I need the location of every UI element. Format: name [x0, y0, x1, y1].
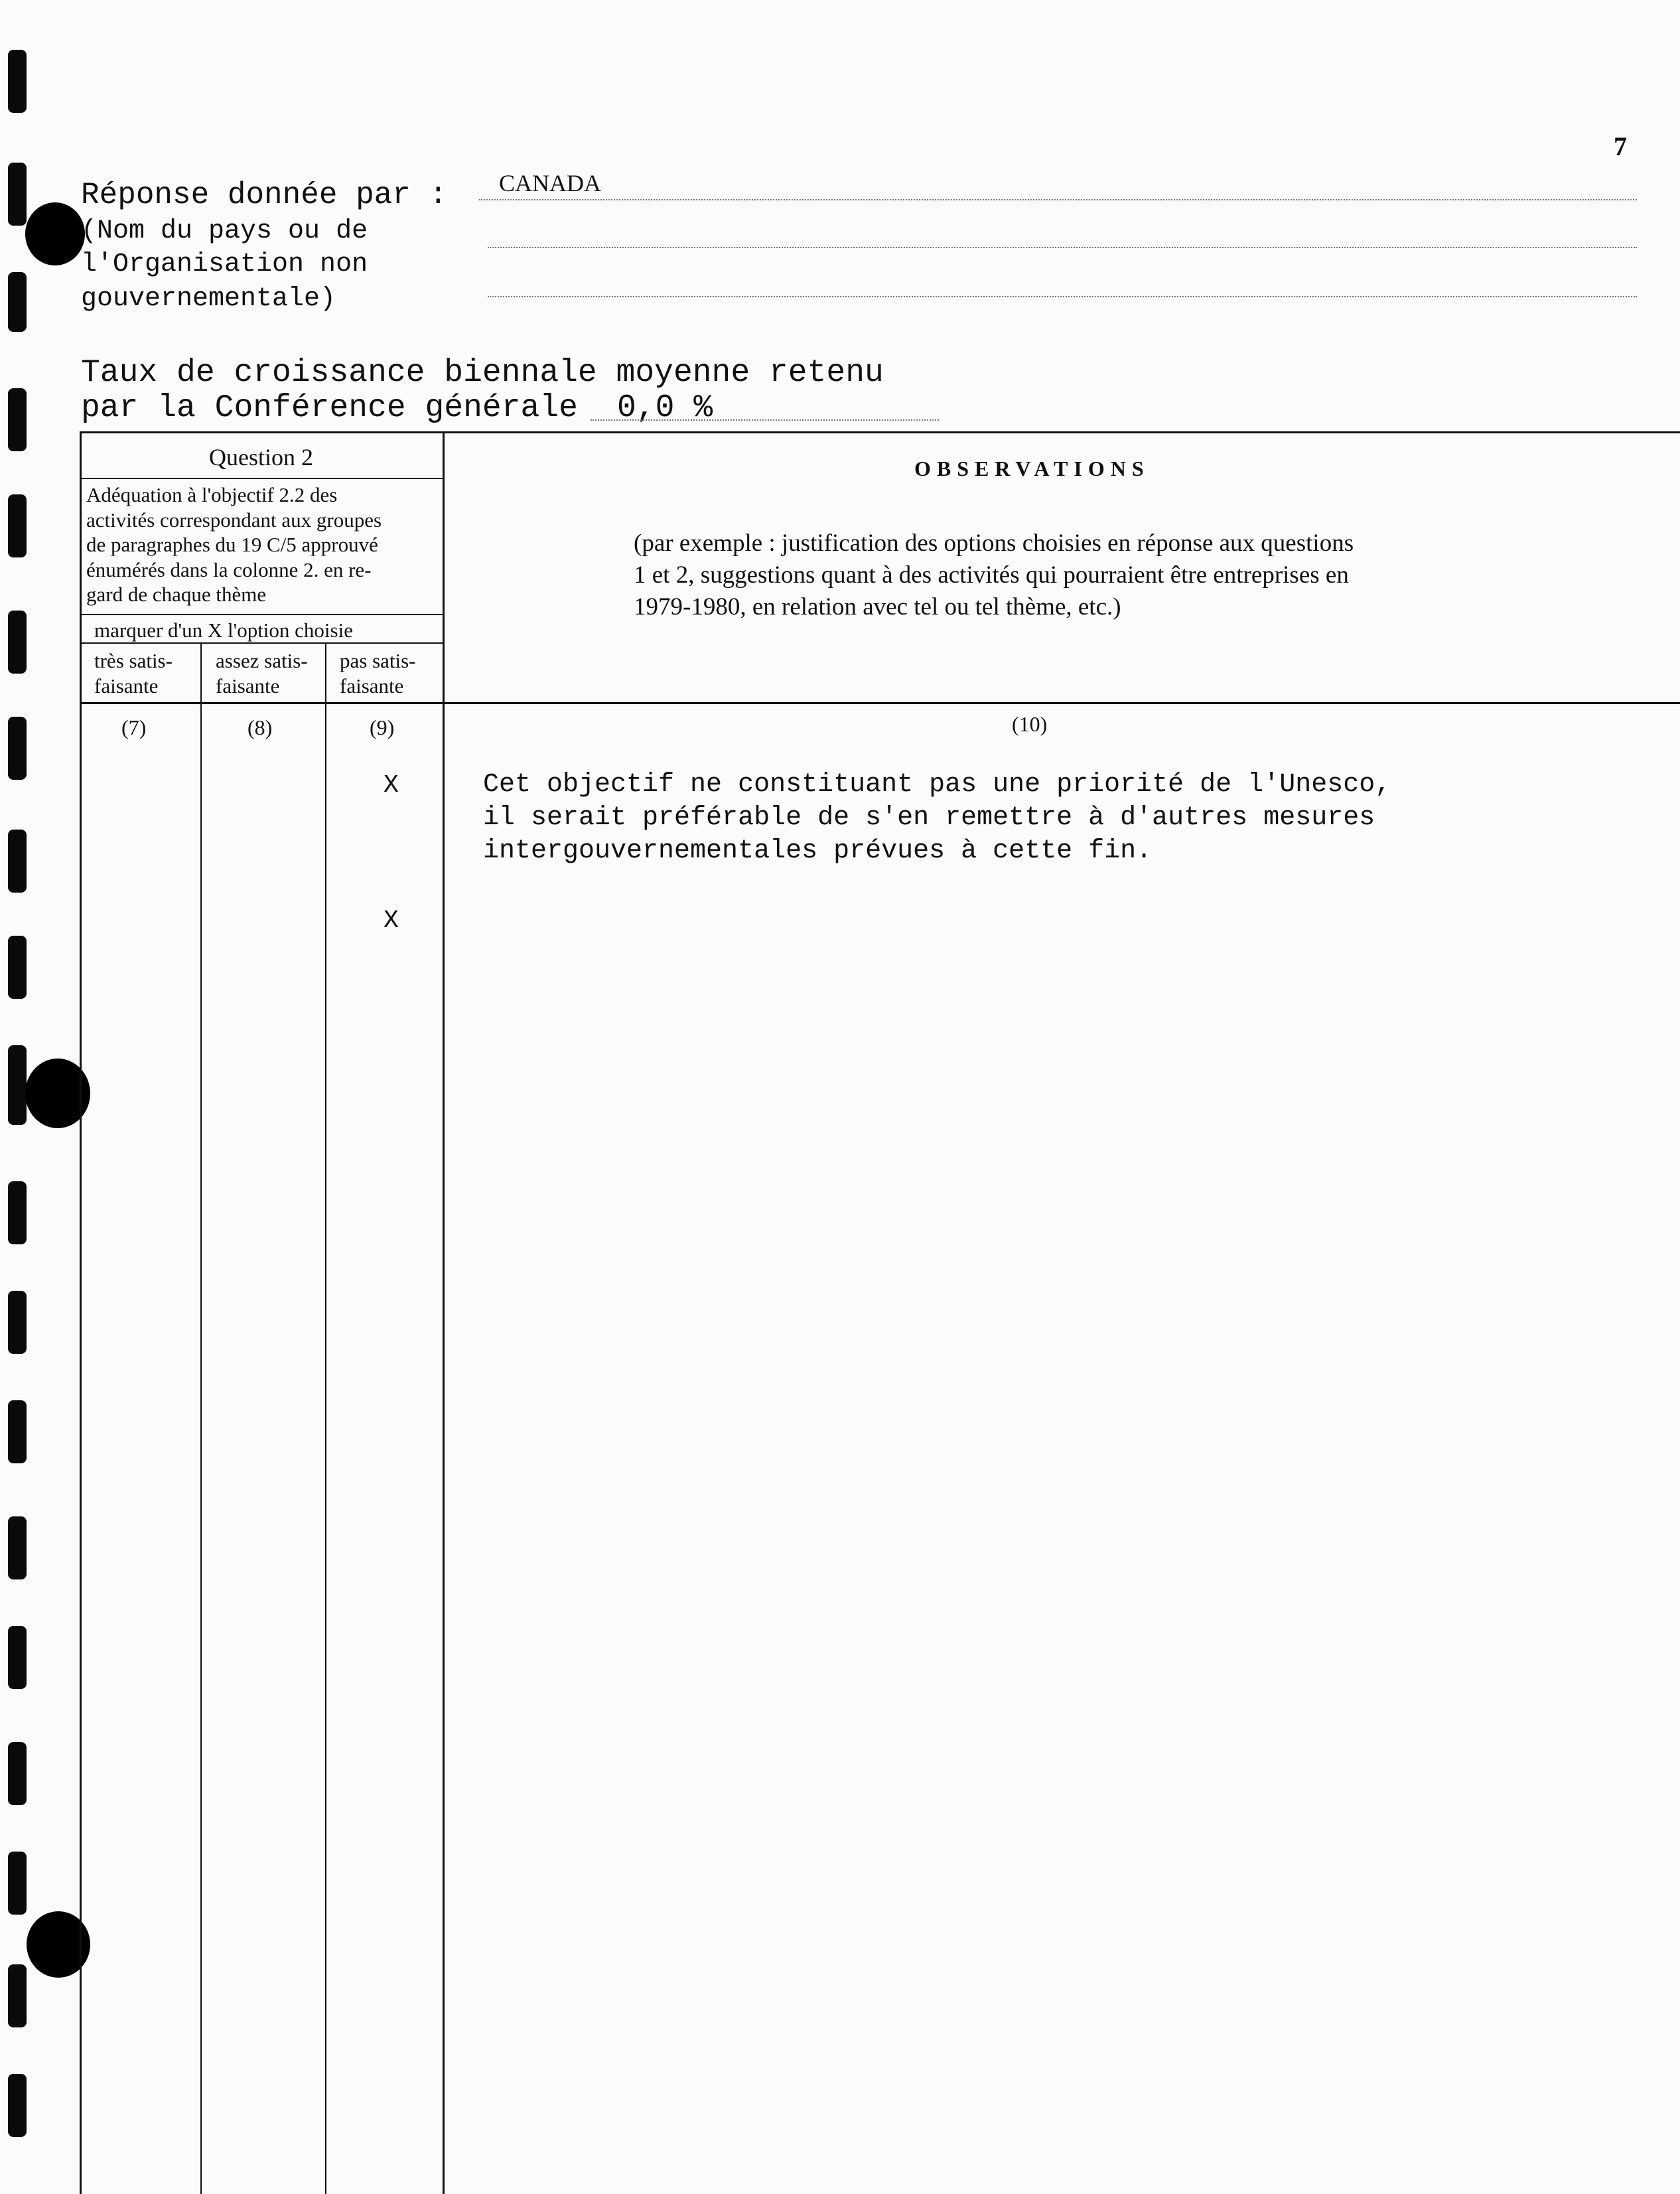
binder-punch-mark	[8, 1626, 27, 1689]
name-fill-line-3	[488, 296, 1637, 297]
binder-punch-mark	[8, 2074, 27, 2137]
question-text-line2: activités correspondant aux groupes	[86, 508, 382, 532]
observations-hint-line2: 1 et 2, suggestions quant à des activités qui pourraient être entreprises en	[634, 561, 1349, 589]
growth-rate-line2: par la Conférence générale	[81, 390, 578, 426]
table-top-border	[80, 431, 1680, 433]
option-3-line1: pas satis-	[340, 649, 416, 672]
mark-instruction: marquer d'un X l'option choisie	[94, 619, 353, 642]
question-text-line4: énumérés dans la colonne 2. en re-	[86, 558, 372, 581]
observations-hint-line3: 1979-1980, en relation avec tel ou tel thème, etc.)	[634, 593, 1121, 621]
observations-title: OBSERVATIONS	[914, 457, 1150, 480]
question-text-line5: gard de chaque thème	[86, 583, 267, 606]
binder-punch-mark	[8, 1516, 27, 1579]
option-2-line2: faisante	[216, 674, 280, 697]
binder-punch-mark	[8, 717, 27, 780]
mark-instruction-bottom	[80, 642, 443, 644]
binder-punch-mark	[8, 272, 27, 332]
question-title: Question 2	[209, 444, 313, 471]
binder-hole	[25, 202, 85, 265]
growth-rate-value: 0,0 %	[617, 390, 713, 426]
binder-punch-mark	[8, 611, 27, 674]
country-fill-line	[479, 199, 1637, 200]
page-number: 7	[1614, 131, 1627, 161]
name-hint-line3: gouvernementale)	[81, 284, 336, 314]
growth-fill-line	[591, 419, 939, 421]
option-3-line2: faisante	[340, 674, 404, 697]
question-title-divider	[80, 478, 443, 479]
option-2-line1: assez satis-	[216, 649, 308, 672]
binder-punch-mark	[8, 1964, 27, 2027]
table-left-border	[80, 431, 82, 2194]
option-mark-row-2: X	[384, 907, 399, 935]
question-column-divider	[443, 431, 445, 2194]
response-label: Réponse donnée par :	[81, 178, 448, 212]
binder-punch-mark	[8, 1291, 27, 1354]
option-mark-row-1: X	[384, 771, 399, 800]
column-number-7: (7)	[121, 715, 147, 739]
binder-punch-mark	[8, 50, 27, 113]
observation-row-1-line3: intergouvernementales prévues à cette fin.	[483, 836, 1153, 866]
option-1-line1: très satis-	[94, 649, 173, 672]
option-divider-2	[325, 642, 326, 2194]
binder-punch-mark	[8, 1181, 27, 1244]
observations-hint-line1: (par exemple : justification des options choisies en réponse aux questions	[634, 530, 1354, 557]
option-1-line2: faisante	[94, 674, 159, 697]
question-text-line3: de paragraphes du 19 C/5 approuvé	[86, 533, 378, 556]
binder-punch-mark	[8, 830, 27, 893]
binder-punch-mark	[8, 494, 27, 557]
name-hint-line2: l'Organisation non	[81, 250, 368, 279]
question-text-line1: Adéquation à l'objectif 2.2 des	[86, 483, 338, 506]
binder-punch-mark	[8, 1852, 27, 1915]
binder-punch-mark	[8, 1400, 27, 1463]
column-number-8: (8)	[247, 715, 273, 739]
binder-punch-mark	[8, 163, 27, 226]
growth-rate-line1: Taux de croissance biennale moyenne retenu	[81, 355, 884, 391]
option-divider-1	[200, 642, 202, 2194]
binder-punch-mark	[8, 936, 27, 999]
name-fill-line-2	[488, 247, 1637, 248]
name-hint-line1: (Nom du pays ou de	[81, 216, 368, 246]
header-bottom-border	[80, 702, 1680, 704]
binder-punch-mark	[8, 1045, 27, 1125]
binder-punch-mark	[8, 388, 27, 451]
observation-row-1-line2: il serait préférable de s'en remettre à d'autres mesures	[483, 803, 1375, 833]
mark-instruction-top	[80, 614, 443, 615]
column-number-9: (9)	[370, 715, 395, 739]
country-value: CANADA	[499, 170, 602, 196]
observation-row-1-line1: Cet objectif ne constituant pas une priorité de l'Unesco,	[483, 770, 1391, 800]
column-number-10: (10)	[1012, 712, 1048, 736]
binder-punch-mark	[8, 1742, 27, 1805]
